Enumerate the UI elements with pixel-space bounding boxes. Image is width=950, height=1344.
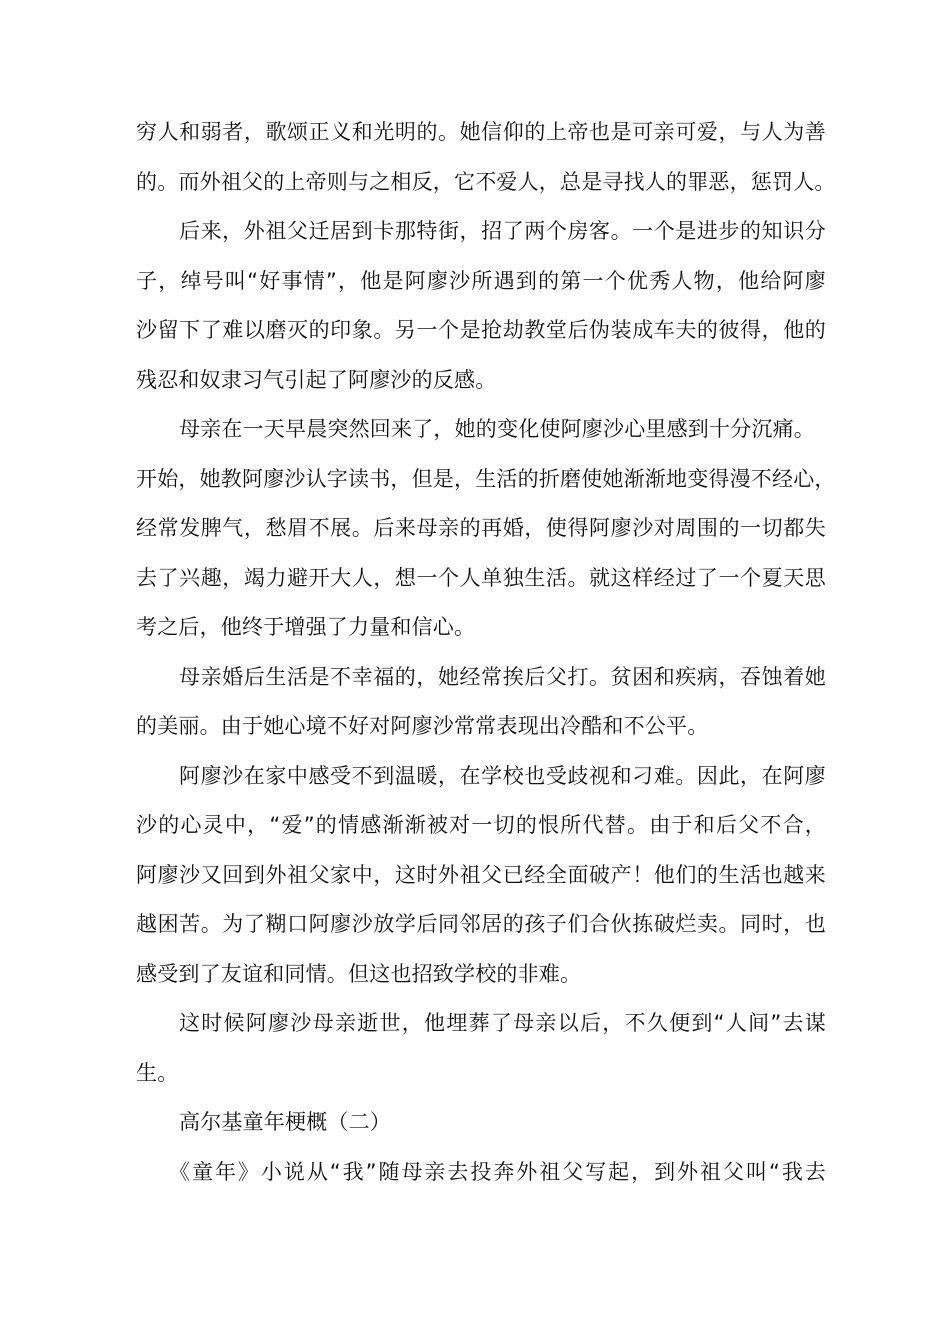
text-line: 感受到了友谊和同情。但这也招致学校的非难。 [136,961,582,986]
text-line: 的美丽。由于她心境不好对阿廖沙常常表现出冷酷和不公平。 [136,714,709,738]
paragraph-4 [136,653,826,752]
document-page [136,108,836,1197]
text-line: 越困苦。为了糊口阿廖沙放学后同邻居的孩子们合伙拣破烂卖。同时，也 [136,912,826,936]
text-line: 阿廖沙在家中感受不到温暖，在学校也受歧视和刁难。因此，在阿廖 [179,763,826,788]
text-line: 母亲婚后生活是不幸福的，她经常挨后父打。贫困和疾病，吞蚀着她 [179,664,826,689]
text-line: 母亲在一天早晨突然回来了，她的变化使阿廖沙心里感到十分沉痛。 [179,417,815,441]
section-heading [136,1098,826,1148]
text-line: 阿廖沙又回到外祖父家中，这时外祖父已经全面破产！他们的生活也越来 [136,862,826,887]
paragraph-3 [136,405,836,653]
text-line: 子，绰号叫“好事情”，他是阿廖沙所遇到的第一个优秀人物，他给阿廖 [136,268,826,293]
paragraph-6 [136,999,826,1098]
text-line: 经常发脾气，愁眉不展。后来母亲的再婚，使得阿廖沙对周围的一切都失 [136,516,826,540]
text-line: 《童年》小说从“我”随母亲去投奔外祖父写起，到外祖父叫“我去 [169,1159,826,1184]
heading-text: 高尔基童年梗概（二） [179,1110,391,1134]
text-line: 开始，她教阿廖沙认字读书，但是，生活的折磨使她渐渐地变得漫不经心， [136,466,836,491]
text-line: 的。而外祖父的上帝则与之相反，它不爱人，总是寻找人的罪恶，惩罚人。 [136,169,836,194]
text-line: 这时候阿廖沙母亲逝世，他埋葬了母亲以后，不久便到“人间”去谋 [179,1011,826,1035]
text-line: 残忍和奴隶习气引起了阿廖沙的反感。 [136,367,497,392]
text-line: 穷人和弱者，歌颂正义和光明的。她信仰的上帝也是可亲可爱，与人为善 [136,120,826,144]
text-line: 沙的心灵中，“爱”的情感渐渐被对一切的恨所代替。由于和后父不合， [136,813,826,837]
text-line: 后来，外祖父迁居到卡那特街，招了两个房客。一个是进步的知识分 [179,219,826,243]
text-line: 沙留下了难以磨灭的印象。另一个是抢劫教堂后伪装成车夫的彼得，他的 [136,318,826,342]
paragraph-1 [136,108,836,207]
paragraph-2 [136,207,826,405]
text-line: 考之后，他终于增强了力量和信心。 [136,615,476,639]
text-line: 生。 [136,1060,179,1085]
paragraph-5 [136,752,826,1000]
paragraph-7 [136,1148,826,1198]
text-line: 去了兴趣，竭力避开大人，想一个人单独生活。就这样经过了一个夏天思 [136,565,826,590]
